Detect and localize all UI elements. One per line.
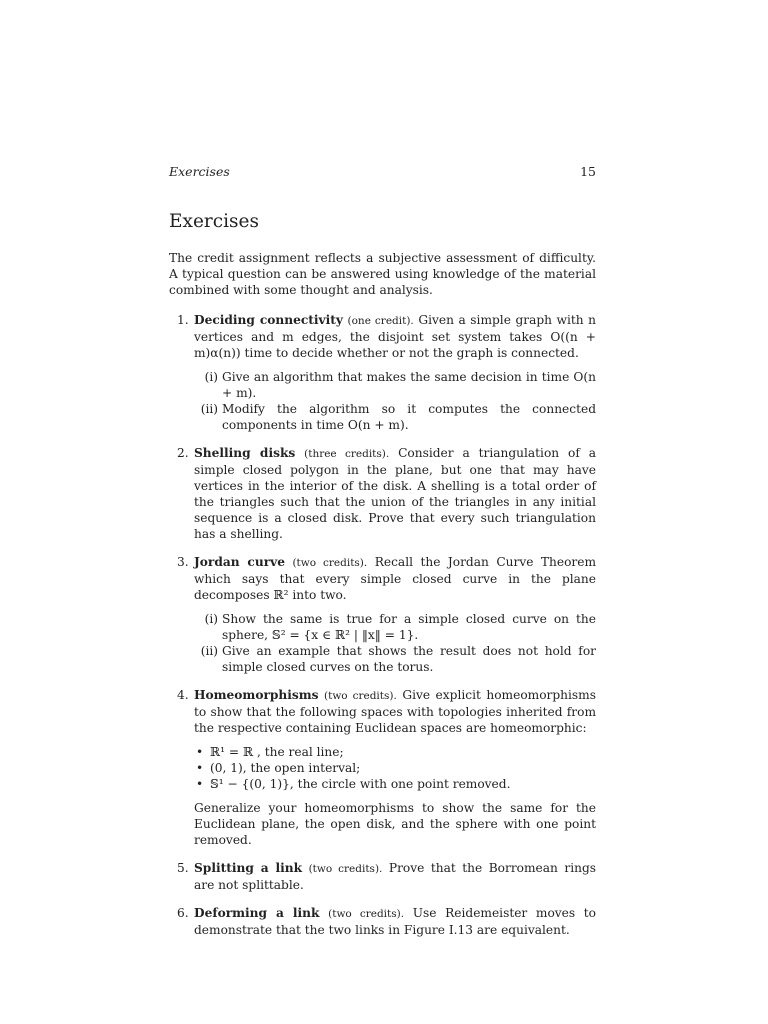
- document-body: [169, 250, 596, 950]
- section-title: Exercises: [169, 211, 259, 232]
- exercise-title: Shelling disks: [194, 446, 296, 460]
- intro-paragraph: The credit assignment reflects a subjective assessment of difficulty. A typical question can be answered using knowledge of the material combined with some thought and analysis.: [169, 251, 596, 297]
- exercise-text: Prove that the Borromean rings are not splittable.: [194, 861, 597, 892]
- part-label: (ii): [200, 402, 218, 416]
- part-label: (i): [204, 370, 218, 384]
- bullet-icon: •: [196, 761, 204, 775]
- exercise-1: [169, 312, 596, 433]
- exercise-credits: (three credits).: [304, 448, 390, 460]
- exercise-followup: Generalize your homeomorphisms to show the same for the Euclidean plane, the open disk, and the sphere with one point removed.: [194, 801, 596, 847]
- exercise-parts: [194, 369, 596, 433]
- exercise-6: [169, 905, 596, 938]
- exercise-number: 6.: [177, 906, 189, 920]
- bullet-item: [194, 760, 596, 776]
- bullet-text: 𝕊¹ − {(0, 1)}, the circle with one point removed.: [210, 777, 511, 791]
- exercise-title: Splitting a link: [194, 861, 303, 875]
- exercise-credits: (one credit).: [347, 315, 414, 327]
- exercise-title: Homeomorphisms: [194, 688, 319, 702]
- exercise-text: Give explicit homeomorphisms to show that the following spaces with topologies inherited from the respective containing Euclidean spaces are homeomorphic:: [194, 688, 596, 735]
- exercise-text: Given a simple graph with n vertices and m edges, the disjoint set system takes O((n + m)α(n)) time to decide whether or not the graph is connected.: [194, 313, 597, 360]
- exercise-part: [194, 643, 596, 675]
- part-text: Give an algorithm that makes the same decision in time O(n + m).: [222, 370, 596, 400]
- exercise-number: 5.: [177, 861, 189, 875]
- exercise-part: [194, 611, 596, 643]
- exercise-credits: (two credits).: [292, 557, 368, 569]
- part-text: Modify the algorithm so it computes the connected components in time O(n + m).: [222, 402, 596, 432]
- exercise-parts: [194, 611, 596, 675]
- exercise-part: [194, 401, 596, 433]
- exercise-3: [169, 554, 596, 675]
- exercise-list: [169, 312, 596, 938]
- exercise-credits: (two credits).: [308, 863, 383, 875]
- part-label: (i): [204, 612, 218, 626]
- exercise-number: 1.: [177, 313, 189, 327]
- exercise-text: Consider a triangulation of a simple closed polygon in the plane, but one that may have vertices in the interior of the disk. A shelling is a total order of the triangles such that the union of the triangles in any initial sequence is a closed disk. Prove that every such triangulation has a shelling.: [194, 446, 596, 541]
- exercise-title: Jordan curve: [194, 555, 285, 569]
- exercise-5: [169, 860, 596, 893]
- exercise-4: [169, 687, 596, 848]
- exercise-number: 3.: [177, 555, 189, 569]
- bullet-text: ℝ¹ = ℝ , the real line;: [210, 745, 344, 759]
- exercise-credits: (two credits).: [324, 690, 397, 702]
- exercise-bullets: [194, 744, 596, 792]
- exercise-number: 4.: [177, 688, 189, 702]
- exercise-text: Recall the Jordan Curve Theorem which says that every simple closed curve in the plane decomposes ℝ² into two.: [194, 555, 597, 602]
- exercise-text: Use Reidemeister moves to demonstrate that the two links in Figure I.13 are equivalent.: [194, 906, 597, 937]
- exercise-part: [194, 369, 596, 401]
- exercise-number: 2.: [177, 446, 189, 460]
- part-label: (ii): [200, 644, 218, 658]
- exercise-2: [169, 445, 596, 542]
- page-number: 15: [580, 164, 596, 179]
- bullet-item: [194, 744, 596, 760]
- part-text: Give an example that shows the result does not hold for simple closed curves on the torus.: [222, 644, 596, 674]
- exercise-credits: (two credits).: [328, 908, 405, 920]
- exercise-title: Deforming a link: [194, 906, 320, 920]
- bullet-text: (0, 1), the open interval;: [210, 761, 361, 775]
- bullet-icon: •: [196, 777, 204, 791]
- bullet-item: [194, 776, 596, 792]
- running-head-title: Exercises: [169, 164, 230, 179]
- exercise-title: Deciding connectivity: [194, 313, 343, 327]
- bullet-icon: •: [196, 745, 204, 759]
- part-text: Show the same is true for a simple closed curve on the sphere, 𝕊² = {x ∈ ℝ² | ‖x‖ = 1}.: [222, 612, 596, 642]
